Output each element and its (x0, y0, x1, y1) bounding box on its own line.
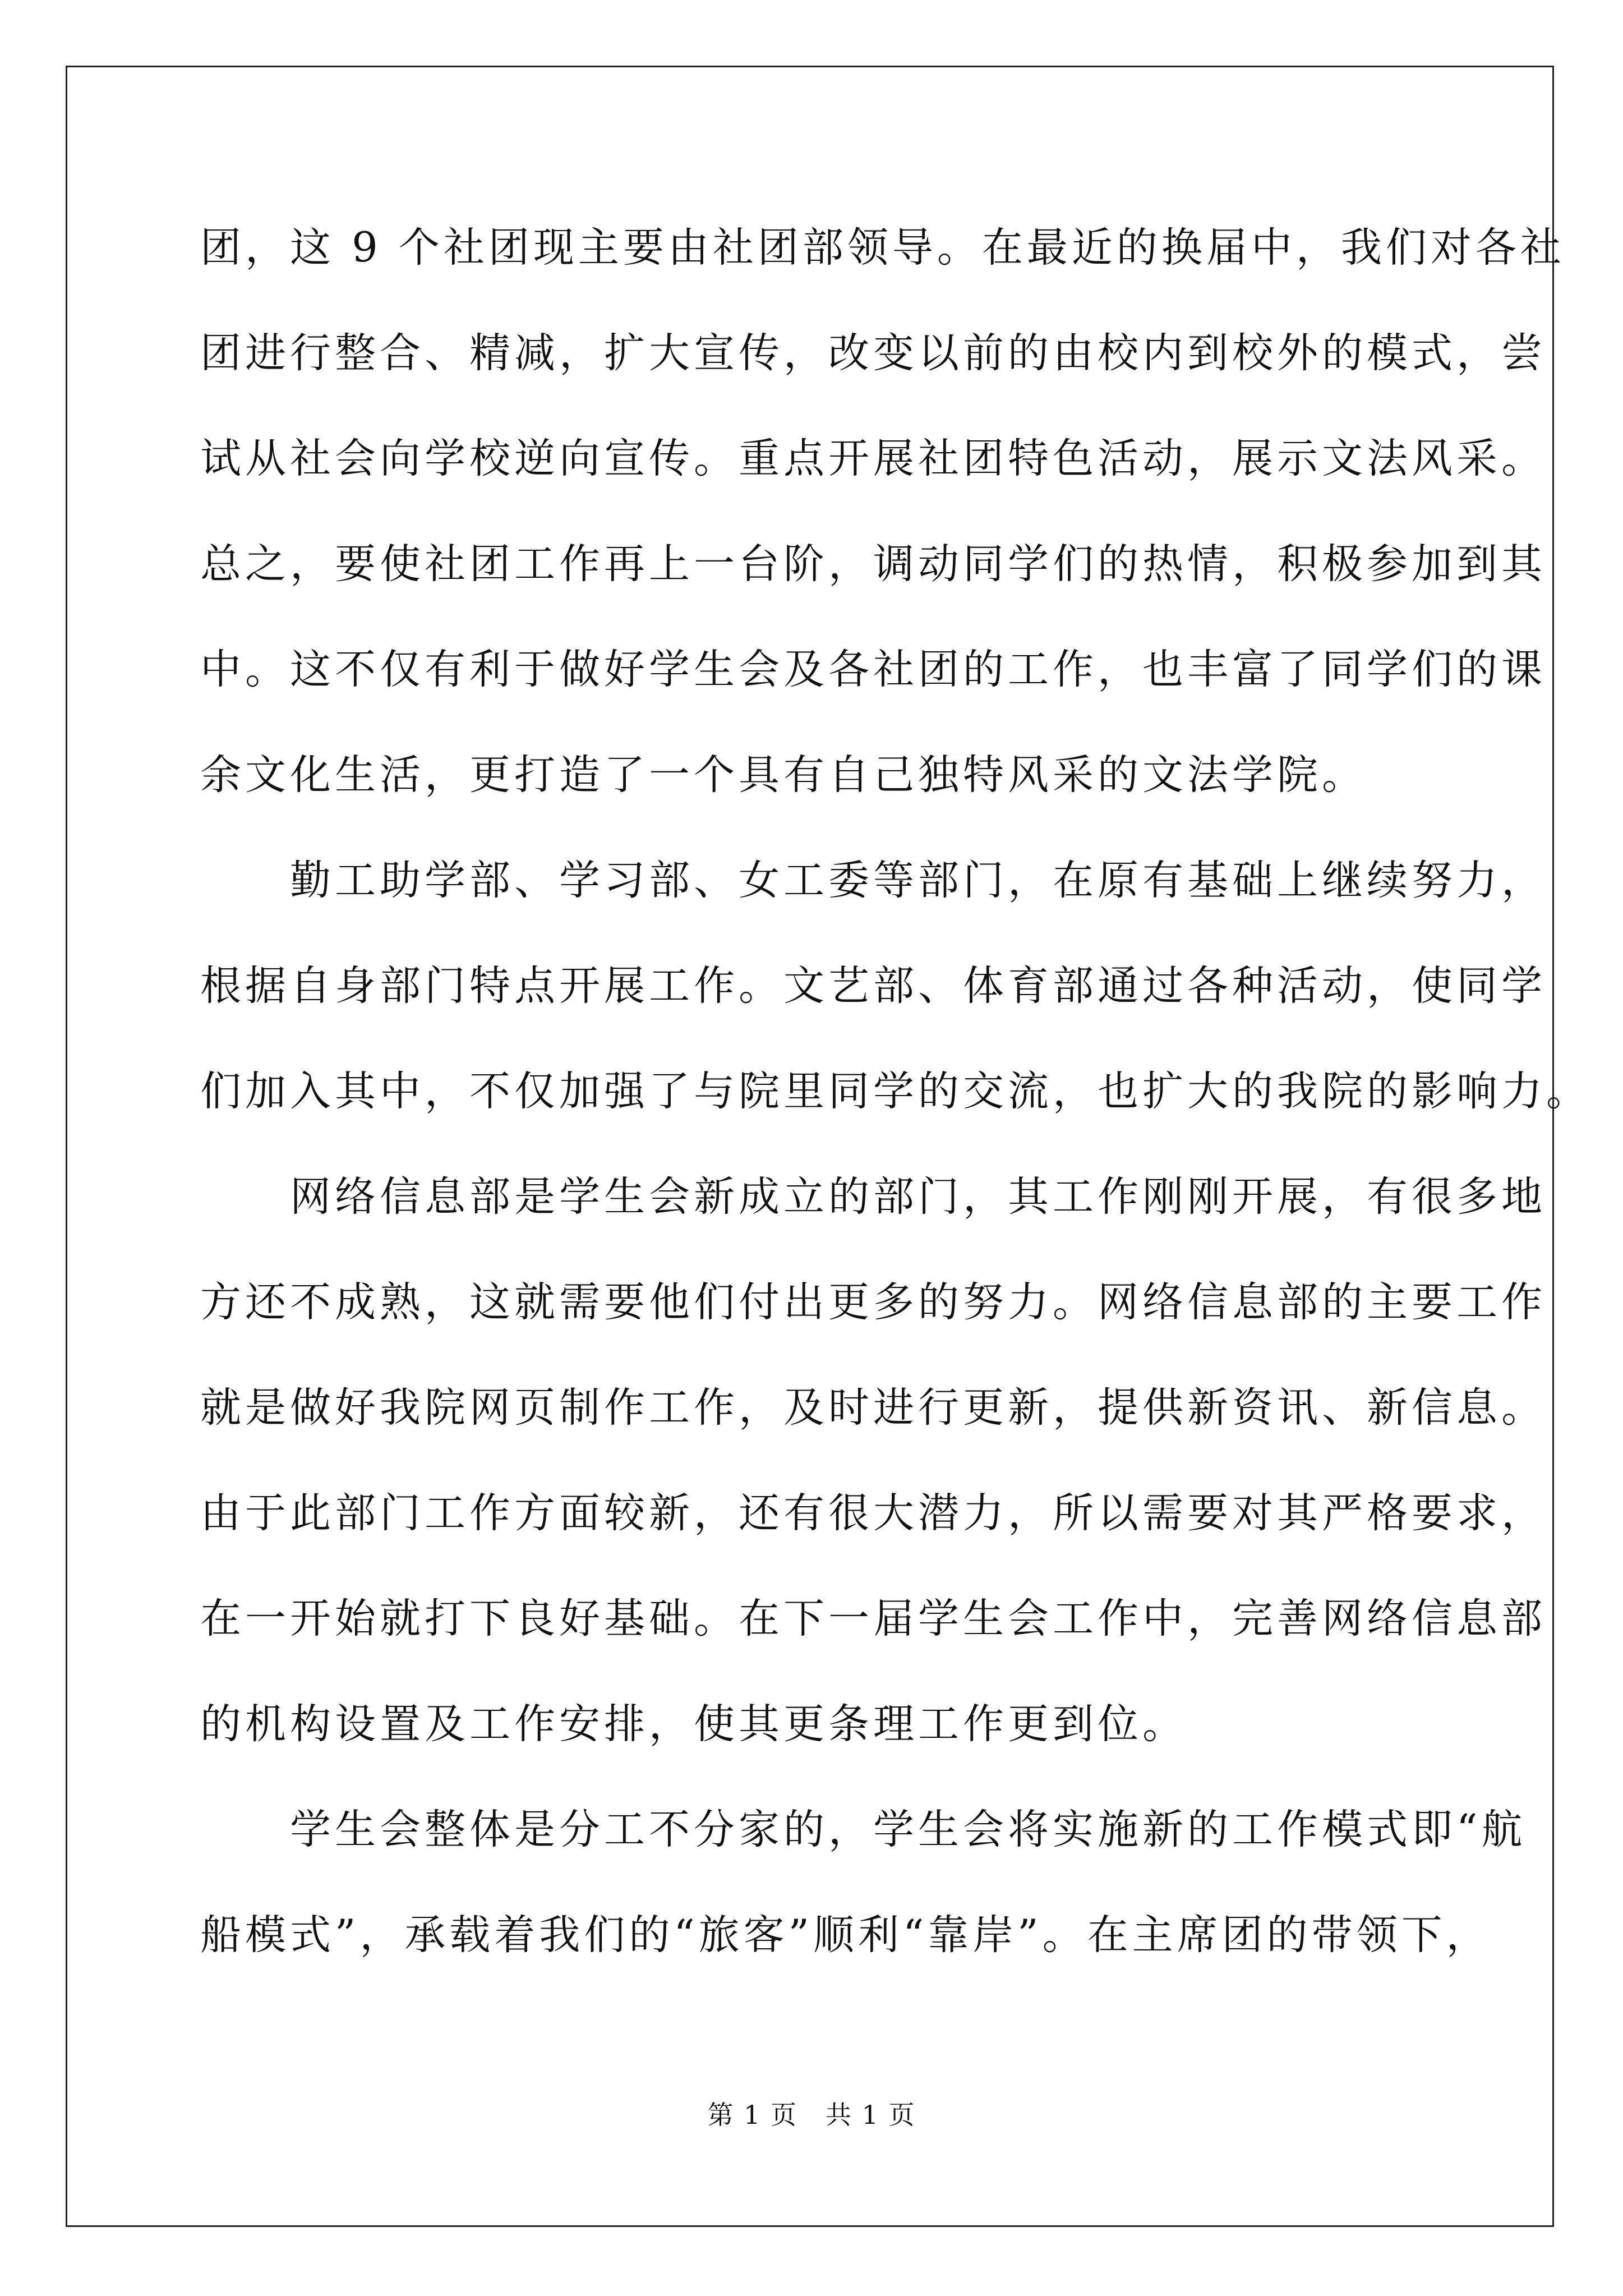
text-line: 试从社会向学校逆向宣传。重点开展社团特色活动，展示文法风采。 (200, 435, 1546, 482)
text-line: 余文化生活，更打造了一个具有自己独特风采的文法学院。 (200, 751, 1367, 799)
text-line: 由于此部门工作方面较新，还有很大潜力，所以需要对其严格要求， (200, 1489, 1546, 1537)
text-line: 中。这不仅有利于做好学生会及各社团的工作，也丰富了同学们的课 (200, 646, 1546, 693)
text-line: 的机构设置及工作安排，使其更条理工作更到位。 (200, 1700, 1187, 1748)
text-line: 勤工助学部、学习部、女工委等部门，在原有基础上继续努力， (200, 857, 1546, 904)
text-line: 船模式”，承载着我们的“旅客”顺利“靠岸”。在主席团的带领下， (200, 1911, 1491, 1959)
text-line: 学生会整体是分工不分家的，学生会将实施新的工作模式即“航 (200, 1806, 1527, 1853)
text-line: 在一开始就打下良好基础。在下一届学生会工作中，完善网络信息部 (200, 1595, 1546, 1642)
text-line: 方还不成熟，这就需要他们付出更多的努力。网络信息部的主要工作 (200, 1278, 1546, 1326)
text-line: 总之，要使社团工作再上一台阶，调动同学们的热情，积极参加到其 (200, 540, 1546, 588)
document-body (200, 209, 1591, 2001)
text-line: 就是做好我院网页制作工作，及时进行更新，提供新资讯、新信息。 (200, 1384, 1546, 1432)
page-total: 共 1 页 (826, 2100, 916, 2130)
text-line: 团进行整合、精减，扩大宣传，改变以前的由校内到校外的模式，尝 (200, 329, 1546, 377)
text-line: 根据自身部门特点开展工作。文艺部、体育部通过各种活动，使同学 (200, 962, 1546, 1010)
page-number: 第 1 页 (707, 2100, 797, 2130)
page-footer (0, 2098, 1623, 2132)
text-line: 们加入其中，不仅加强了与院里同学的交流，也扩大的我院的影响力。 (200, 1068, 1591, 1115)
text-line: 网络信息部是学生会新成立的部门，其工作刚刚开展，有很多地 (200, 1173, 1546, 1221)
text-line: 团，这 9 个社团现主要由社团部领导。在最近的换届中，我们对各社 (200, 224, 1565, 272)
